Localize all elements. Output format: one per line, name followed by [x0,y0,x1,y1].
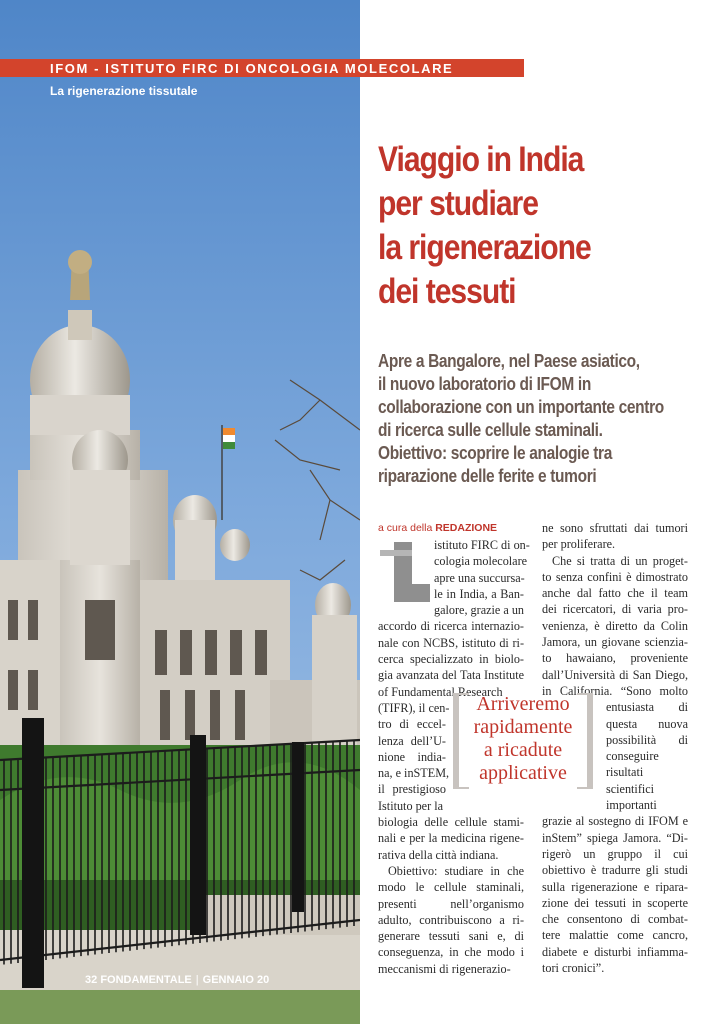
lead-line: riparazione delle ferite e tumori [378,466,597,486]
body-line: in California. “Sono molto [542,683,688,698]
body-line: apre una succursa- [434,570,525,585]
body-line: tro di eccel- [378,717,446,732]
body-line: cologia molecolare [434,554,528,569]
byline-prefix: a cura della [378,522,433,534]
body-line: scientifici [606,781,655,796]
body-line: gia avanzata del Tata Institute [378,668,524,683]
body-line: to hawaiano, proveniente [542,651,688,666]
section-title: IFOM - ISTITUTO FIRC DI ONCOLOGIA MOLECOLARE [50,61,454,76]
body-line: entusiasta di [606,700,688,715]
body-line: ne sono sfruttati dai tumori [542,521,688,535]
body-line: rigerò un gruppo il cui [542,846,688,861]
body-line: adulto, contribuiscono a ri- [378,912,524,927]
body-line: nali e per la medicina rigene- [378,831,524,846]
pull-quote-bracket-left [453,693,469,789]
page-footer: 32 FONDAMENTALE | GENNAIO 20 [85,974,270,986]
body-line: diabete e disturbi infiamma- [542,944,688,959]
body-line: inStem” spiega Jamora. “Di- [542,830,688,845]
pull-quote-line: rapidamente [473,716,573,738]
body-line: cerca specializzato in biolo- [378,652,524,667]
byline-name: REDAZIONE [435,522,498,534]
body-line: il prestigioso [378,782,446,797]
pull-quote-line: Arriveremo [476,693,570,715]
body-line: possibilità di [606,732,688,747]
title-line: per studiare [378,184,538,223]
body-line: obiettivo è tradurre gli studi [542,863,688,878]
body-line: Obiettivo: studiare in che [388,863,524,878]
article-title [378,138,662,314]
body-line: meccanismi di rigenerazio- [378,961,511,976]
body-line: sulla rigenerazione e ripara- [542,879,688,894]
body-line: Istituto per la [378,798,443,813]
body-line: generare tessuti sani e, di [378,929,524,944]
body-line: nione india- [378,749,446,764]
body-line: Che si tratta di un proget- [552,553,688,568]
body-line: presenti nell’organismo [378,896,524,911]
body-line: tere malattie come cancro, [542,928,688,943]
body-line: rativa della città indiana. [378,847,499,862]
lead-line: di ricerca sulle cellule staminali. [378,420,603,440]
body-line: per proliferare. [542,537,616,552]
body-line: venienza, è diretto da Colin [542,618,688,633]
section-subtitle: La rigenerazione tissutale [50,84,198,98]
body-line: modo le cellule staminali, [378,880,524,895]
body-line: tori cronici”. [542,961,605,976]
body-line: lenza dell’U- [378,733,446,748]
building-photo [0,0,360,1024]
lead-line: il nuovo laboratorio di IFOM in [378,374,591,394]
body-line: accordo di ricerca internazio- [378,619,524,634]
body-line: dei ricercatori, di varia pro- [542,602,688,617]
byline [378,522,497,534]
article-lead [378,350,688,488]
lead-line: Apre a Bangalore, nel Paese asiatico, [378,351,640,371]
title-line: dei tessuti [378,272,516,311]
magazine-name: FONDAMENTALE [100,974,192,986]
body-line: to senza confini è dimostrato [542,569,688,584]
body-line: importanti [606,798,657,813]
issue-date: GENNAIO 20 [202,974,270,986]
body-line: nale con NCBS, istituto di ri- [378,635,524,650]
pull-quote [453,693,593,787]
page-number: 32 [85,974,98,986]
body-line: risultati [606,765,644,780]
pull-quote-line: applicative [479,762,567,784]
body-line: conseguenza, in che modo i [378,945,524,960]
title-line: la rigenerazione [378,228,591,267]
body-line: (TIFR), il cen- [378,700,450,715]
title-line: Viaggio in India [378,140,584,179]
body-line: galore, grazie a un [434,603,525,618]
body-line: Jamora, un giovane scienzia- [542,635,688,650]
lead-line: Obiettivo: scoprire le analogie tra [378,443,612,463]
body-line: of Fundamental Research [378,684,503,699]
body-line: questa nuova [606,716,688,731]
body-line: na, e inSTEM, [378,766,450,781]
body-line: le in India, a Ban- [434,586,524,601]
body-line: che consentono di combat- [542,912,688,927]
body-line: dall’Università di San Diego, [542,667,688,682]
body-line: istituto FIRC di on- [434,538,530,552]
pull-quote-bracket-right [577,693,593,789]
lead-line: collaborazione con un importante centro [378,397,664,417]
body-line: grazie al sostegno di IFOM e [542,814,688,829]
body-line: conseguire [606,749,659,764]
body-line: biologia delle cellule stami- [378,815,524,830]
body-line: anche dal fatto che il team [542,586,688,601]
pull-quote-line: a ricadute [483,739,563,761]
body-line: zione dei tessuti in scoperte [542,895,688,910]
